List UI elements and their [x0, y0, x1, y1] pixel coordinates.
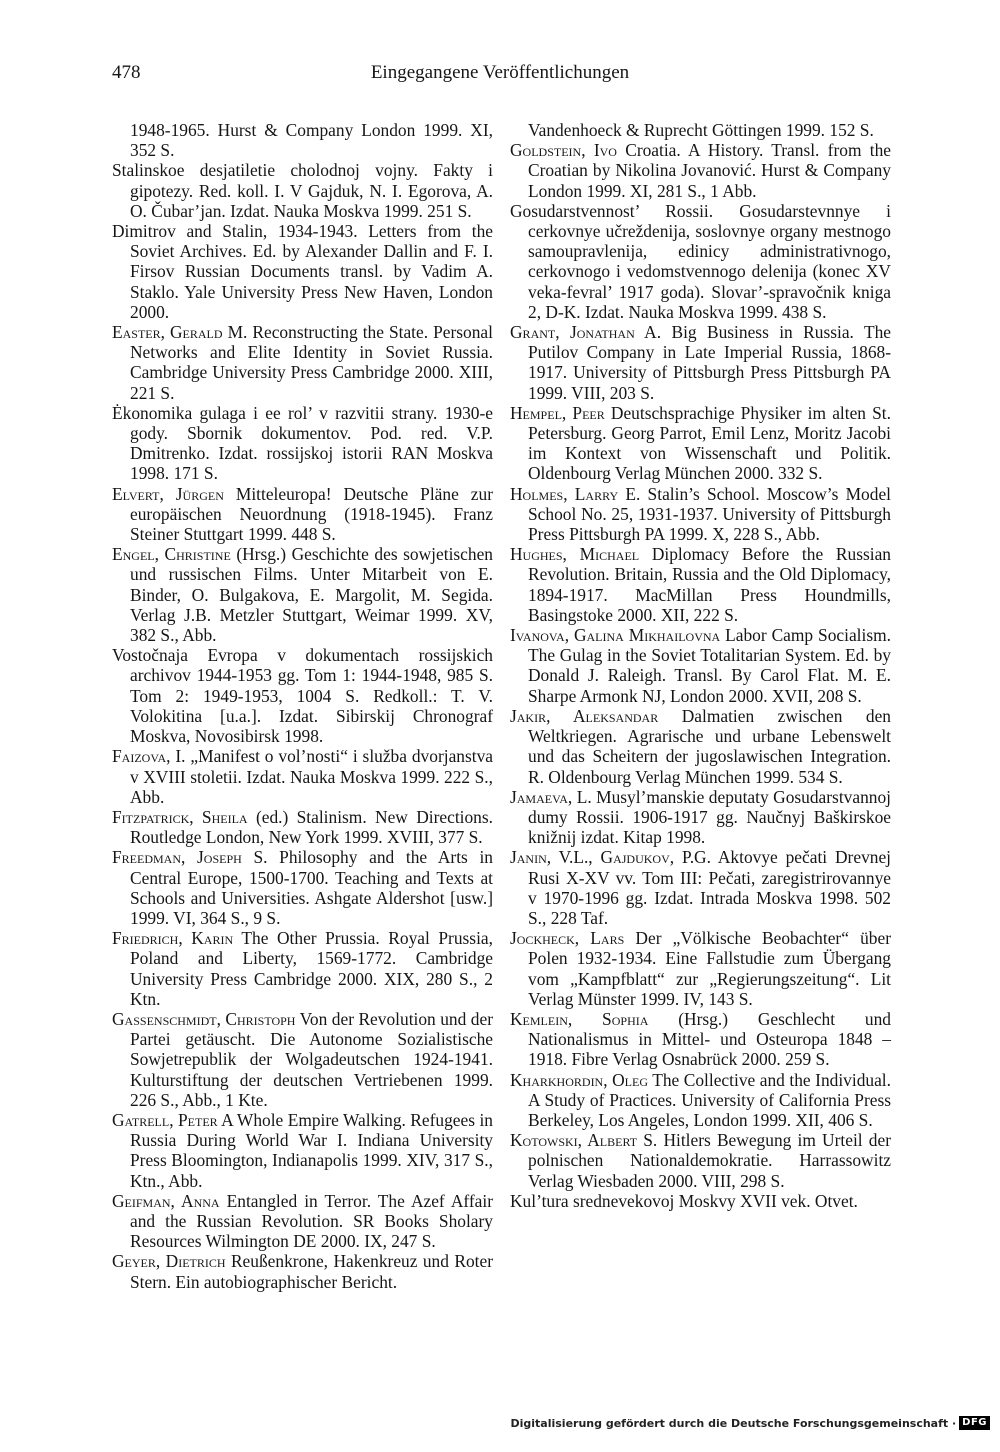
entry-text: E. Stalin’s School. Moscow’s Model School No. 25, 1931-1937. University of Pittsburgh Press Pittsburgh PA 1999. X, 228 S., Abb. — [528, 483, 891, 545]
entry-author: Gatrell, Peter — [112, 1109, 218, 1130]
entry-author: Ivanova, Galina Mikhailovna — [510, 625, 721, 646]
bibliography-entry — [510, 1009, 891, 1070]
entry-text: Mitteleuropa! Deutsche Pläne zur europäischen Neuordnung (1918-1945). Franz Steiner Stuttgart 1999. 448 S. — [130, 483, 493, 545]
bibliography-entry — [112, 1009, 493, 1110]
bibliography-entry — [510, 201, 891, 322]
entry-text: Labor Camp Socialism. The Gulag in the Soviet Totalitarian System. Ed. by Donald J. Raleigh. Transl. By Carol Flat. M. E. Sharpe Armonk NJ, London 2000. XVII, 208 S. — [528, 625, 891, 706]
entry-author: Gassenschmidt, Christoph — [112, 1008, 296, 1029]
bibliography-entry — [112, 1251, 493, 1291]
bibliography-entry — [510, 322, 891, 403]
entry-author: Geifman, Anna — [112, 1190, 220, 1211]
bibliography-entry — [112, 807, 493, 847]
entry-text: 1948-1965. Hurst & Company London 1999. XI, 352 S. — [130, 120, 493, 161]
right-column — [510, 120, 891, 1211]
entry-author: Kotowski, Albert — [510, 1130, 638, 1151]
entry-author: Grant, Jonathan — [510, 322, 635, 343]
entry-author: Kharkhordin, Oleg — [510, 1069, 648, 1090]
entry-author: Janin, V.L., Gajdukov, P.G. — [510, 847, 711, 868]
entry-author: Kemlein, Sophia — [510, 1008, 649, 1029]
entry-author: Elvert, Jürgen — [112, 483, 224, 504]
bibliography-entry — [112, 403, 493, 484]
bibliography-entry — [510, 1070, 891, 1131]
entry-text: Dalmatien zwischen den Weltkriegen. Agrarische und urbane Lebenswelt und das Scheitern der jugoslawischen Integration. R. Oldenbourg Verlag München 1999. 534 S. — [528, 705, 892, 787]
entry-text: Vostočnaja Evropa v dokumentach rossijskich archivov 1944-1953 gg. Tom 1: 1944-1948, 985 S. Tom 2: 1949-1953, 1004 S. Redkoll.: T. V. Volokitina [u.a.]. Izdat. Sibirskij Chronograf Moskva, Novosibirsk 1998. — [112, 645, 493, 747]
entry-author: Jakir, Aleksandar — [510, 705, 659, 726]
bibliography-entry — [112, 847, 493, 928]
entry-text: A. Big Business in Russia. The Putilov Company in Late Imperial Russia, 1868-1917. University of Pittsburgh Press Pittsburgh PA 1999. VIII, 203 S. — [528, 322, 891, 403]
entry-text: Ėkonomika gulaga i ee rol’ v razvitii strany. 1930-e gody. Sbornik dokumentov. Pod. red. V.P. Dmitrenko. Izdat. rossijskoj istorii RAN Moskva 1998. 171 S. — [112, 402, 493, 484]
entry-text: Vandenhoeck & Ruprecht Göttingen 1999. 152 S. — [528, 120, 874, 140]
entry-author: Faizova, I. — [112, 746, 186, 767]
bibliography-entry — [510, 706, 891, 787]
running-head: Eingegangene Veröffentlichungen — [370, 62, 630, 83]
bibliography-entry — [112, 221, 493, 322]
entry-author: Geyer, Dietrich — [112, 1251, 226, 1272]
entry-text: Gosudarstvennost’ Rossii. Gosudarstevnnye i cerkovnye učreždenija, soslovnye organy mestnogo samoupravlenija, edinicy administrativnogo, cerkovnogo i vedomstvennogo delenija (konec XV veka-fevral’ 1917 goda). Slovar’-spravočnik kniga 2, D-K. Izdat. Nauka Moskva 1999. 438 S. — [510, 200, 891, 322]
entry-author: Hughes, Michael — [510, 544, 640, 565]
entry-text: Stalinskoe desjatiletie cholodnoj vojny. Fakty i gipotezy. Red. koll. I. V Gajduk, N. I. Egorova, A. O. Čubar’jan. Izdat. Nauka Moskva 1999. 251 S. — [112, 160, 493, 221]
entry-text: A Whole Empire Walking. Refugees in Russia During World War I. Indiana University Press Bloomington, Indianapolis 1999. XIV, 317 S., Ktn., Abb. — [130, 1109, 493, 1191]
footer-text: Digitalisierung gefördert durch die Deutsche Forschungsgemeinschaft · — [510, 1416, 957, 1430]
bibliography-entry — [112, 928, 493, 1009]
entry-author: Engel, Christine — [112, 544, 231, 565]
bibliography-entry — [112, 120, 493, 160]
bibliography-entry — [510, 484, 891, 545]
entry-text: S. Hitlers Bewegung im Urteil der polnischen Nationaldemokratie. Harrassowitz Verlag Wiesbaden 2000. VIII, 298 S. — [528, 1130, 891, 1191]
bibliography-entry — [510, 1130, 891, 1191]
page-header — [0, 62, 1000, 92]
entry-text: Diplomacy Before the Russian Revolution. Britain, Russia and the Old Diplomacy, 1894-1917. MacMillan Press Houndmills, Basingstoke 2000. XII, 222 S. — [528, 544, 891, 625]
page-number: 478 — [112, 62, 141, 83]
entry-author: Fitzpatrick, Sheila — [112, 806, 248, 827]
entry-author: Easter, Gerald — [112, 322, 223, 343]
entry-text: Croatia. A History. Transl. from the Croatian by Nikolina Jovanović. Hurst & Company London 1999. XI, 281 S., 1 Abb. — [528, 140, 891, 201]
entry-author: Jamaeva, L. — [510, 786, 592, 807]
bibliography-entry — [112, 544, 493, 645]
entry-text: Reußenkrone, Hakenkreuz und Roter Stern. Ein autobiographischer Bericht. — [130, 1251, 493, 1292]
bibliography-entry — [510, 120, 891, 140]
entry-text: M. Reconstructing the State. Personal Networks and Elite Identity in Soviet Russia. Cambridge University Press Cambridge 2000. XIII, 221 S. — [130, 322, 493, 403]
entry-author: Goldstein, Ivo — [510, 140, 617, 161]
entry-text: (Hrsg.) Geschlecht und Nationalismus in Mittel- und Osteuropa 1848 – 1918. Fibre Verlag Osnabrück 2000. 259 S. — [528, 1008, 891, 1070]
entry-text: Entangled in Terror. The Azef Affair and the Russian Revolution. SR Books Sholary Resources Wilmington DE 2000. IX, 247 S. — [130, 1190, 493, 1252]
entry-text: Deutschsprachige Physiker im alten St. Petersburg. Georg Parrot, Emil Lenz, Moritz Jacobi im Kontext von Wissenschaft und Politik. Oldenbourg Verlag München 2000. 332 S. — [528, 402, 891, 484]
entry-author: Jockheck, Lars — [510, 928, 625, 949]
left-column — [112, 120, 493, 1292]
bibliography-entry — [510, 403, 891, 484]
bibliography-entry — [112, 484, 493, 545]
bibliography-entry — [510, 544, 891, 625]
bibliography-entry — [112, 746, 493, 807]
bibliography-entry — [510, 625, 891, 706]
entry-text: „Manifest o vol’nosti“ i služba dvorjanstva v XVIII stoletii. Izdat. Nauka Moskva 1999. 222 S., Abb. — [130, 746, 493, 807]
bibliography-entry — [112, 1110, 493, 1191]
bibliography-entry — [510, 140, 891, 201]
entry-text: Musyl’manskie deputaty Gosudarstvannoj dumy Rossii. 1906-1917 gg. Naučnyj Baškirskoe knižnij izdat. Kitap 1998. — [528, 786, 891, 848]
digitization-footer — [0, 1413, 990, 1433]
entry-text: (ed.) Stalinism. New Directions. Routledge London, New York 1999. XVIII, 377 S. — [130, 806, 493, 848]
entry-author: Holmes, Larry — [510, 483, 619, 504]
dfg-logo: DFG — [959, 1416, 990, 1430]
entry-text: S. Philosophy and the Arts in Central Europe, 1500-1700. Teaching and Texts at Schools and Universities. Ashgate Aldershot [usw.] 1999. VI, 364 S., 9 S. — [130, 847, 493, 928]
bibliography-entry — [510, 928, 891, 1009]
bibliography-entry — [112, 322, 493, 403]
entry-text: Aktovye pečati Drevnej Rusi X-XV vv. Tom III: Pečati, zaregistrirovannye v 1970-1996 gg. Izdat. Intrada Moskva 1998. 502 S., 228 Taf. — [528, 847, 892, 928]
entry-text: Der „Völkische Beobachter“ über Polen 1932-1934. Eine Fallstudie zum Übergang vom „Kampfblatt“ zur „Regierungszeitung“. Lit Verlag Münster 1999. IV, 143 S. — [528, 928, 891, 1009]
entry-text: The Collective and the Individual. A Study of Practices. University of California Press Berkeley, Los Angeles, London 1999. XII, 406 S. — [528, 1069, 891, 1130]
entry-author: Friedrich, Karin — [112, 928, 234, 949]
entry-text: Dimitrov and Stalin, 1934-1943. Letters from the Soviet Archives. Ed. by Alexander Dallin and F. I. Firsov Russian Documents transl. by Vadim A. Staklo. Yale University Press New Haven, London 2000. — [112, 221, 493, 322]
bibliography-entry — [112, 1191, 493, 1252]
entry-text: Von der Revolution und der Partei getäuscht. Die Autonome Sozialistische Sowjetrepublik der Wolgadeutschen 1924-1941. Kulturstiftung der deutschen Vertriebenen 1999. 226 S., Abb., 1 Kte. — [130, 1008, 493, 1110]
entry-author: Hempel, Peer — [510, 402, 605, 423]
entry-text: The Other Prussia. Royal Prussia, Poland and Liberty, 1569-1772. Cambridge University Press Cambridge 2000. XIX, 280 S., 2 Ktn. — [130, 928, 493, 1009]
entry-text: (Hrsg.) Geschichte des sowjetischen und russischen Films. Unter Mitarbeit von E. Binder, O. Bulgakova, E. Margolit, M. Segida. Verlag J.B. Metzler Stuttgart, Weimar 1999. XV, 382 S., Abb. — [130, 544, 493, 646]
entry-text: Kul’tura srednevekovoj Moskvy XVII vek. Otvet. — [510, 1190, 858, 1211]
bibliography-entry — [112, 160, 493, 221]
entry-author: Freedman, Joseph — [112, 847, 242, 868]
bibliography-entry — [112, 645, 493, 746]
bibliography-entry — [510, 787, 891, 848]
bibliography-entry — [510, 1191, 891, 1211]
bibliography-entry — [510, 847, 891, 928]
